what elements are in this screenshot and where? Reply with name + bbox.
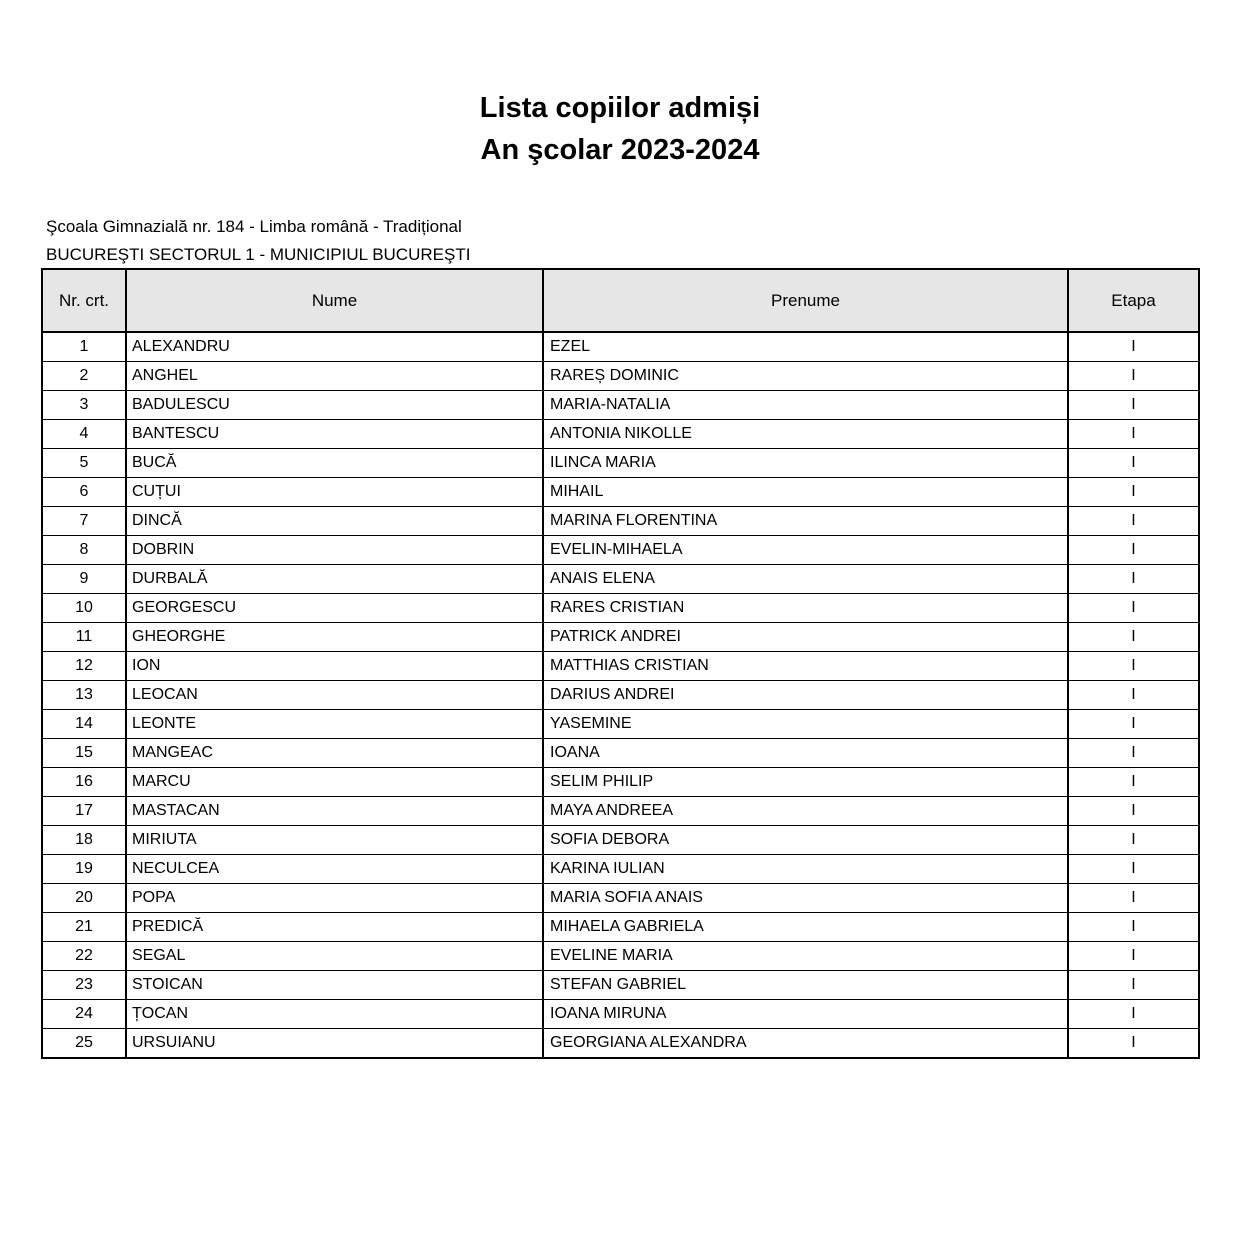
first-name-cell: IOANA MIRUNA bbox=[543, 1000, 1068, 1029]
last-name-cell: MARCU bbox=[126, 768, 543, 797]
stage-cell: I bbox=[1068, 710, 1199, 739]
first-name-cell: EZEL bbox=[543, 332, 1068, 362]
stage-cell: I bbox=[1068, 652, 1199, 681]
first-name-cell: RAREȘ DOMINIC bbox=[543, 362, 1068, 391]
last-name-cell: BADULESCU bbox=[126, 391, 543, 420]
stage-cell: I bbox=[1068, 449, 1199, 478]
table-row bbox=[42, 652, 1199, 681]
row-number-cell: 12 bbox=[42, 652, 126, 681]
column-header-nr: Nr. crt. bbox=[42, 269, 126, 332]
table-row bbox=[42, 855, 1199, 884]
last-name-cell: DINCĂ bbox=[126, 507, 543, 536]
table-row bbox=[42, 710, 1199, 739]
page-title: Lista copiilor admiși bbox=[479, 92, 761, 124]
row-number-cell: 18 bbox=[42, 826, 126, 855]
first-name-cell: STEFAN GABRIEL bbox=[543, 971, 1068, 1000]
table-row bbox=[42, 594, 1199, 623]
first-name-cell: GEORGIANA ALEXANDRA bbox=[543, 1029, 1068, 1059]
last-name-cell: LEONTE bbox=[126, 710, 543, 739]
table-row bbox=[42, 913, 1199, 942]
last-name-cell: BUCĂ bbox=[126, 449, 543, 478]
last-name-cell: ANGHEL bbox=[126, 362, 543, 391]
first-name-cell: EVELIN-MIHAELA bbox=[543, 536, 1068, 565]
last-name-cell: POPA bbox=[126, 884, 543, 913]
first-name-cell: IOANA bbox=[543, 739, 1068, 768]
table-row bbox=[42, 739, 1199, 768]
column-header-nume: Nume bbox=[126, 269, 543, 332]
last-name-cell: PREDICĂ bbox=[126, 913, 543, 942]
row-number-cell: 10 bbox=[42, 594, 126, 623]
first-name-cell: MARIA-NATALIA bbox=[543, 391, 1068, 420]
last-name-cell: NECULCEA bbox=[126, 855, 543, 884]
row-number-cell: 7 bbox=[42, 507, 126, 536]
first-name-cell: SOFIA DEBORA bbox=[543, 826, 1068, 855]
first-name-cell: MATTHIAS CRISTIAN bbox=[543, 652, 1068, 681]
table-row bbox=[42, 536, 1199, 565]
stage-cell: I bbox=[1068, 942, 1199, 971]
last-name-cell: LEOCAN bbox=[126, 681, 543, 710]
location-line: BUCUREŞTI SECTORUL 1 - MUNICIPIUL BUCUREŞTI bbox=[46, 245, 471, 264]
row-number-cell: 9 bbox=[42, 565, 126, 594]
table-header-row bbox=[42, 269, 1199, 332]
first-name-cell: ILINCA MARIA bbox=[543, 449, 1068, 478]
last-name-cell: BANTESCU bbox=[126, 420, 543, 449]
last-name-cell: ALEXANDRU bbox=[126, 332, 543, 362]
last-name-cell: CUȚUI bbox=[126, 478, 543, 507]
row-number-cell: 24 bbox=[42, 1000, 126, 1029]
first-name-cell: ANTONIA NIKOLLE bbox=[543, 420, 1068, 449]
table-row bbox=[42, 681, 1199, 710]
row-number-cell: 1 bbox=[42, 332, 126, 362]
first-name-cell: SELIM PHILIP bbox=[543, 768, 1068, 797]
first-name-cell: MIHAELA GABRIELA bbox=[543, 913, 1068, 942]
school-year-title: An şcolar 2023-2024 bbox=[480, 134, 760, 166]
last-name-cell: GEORGESCU bbox=[126, 594, 543, 623]
row-number-cell: 21 bbox=[42, 913, 126, 942]
first-name-cell: YASEMINE bbox=[543, 710, 1068, 739]
column-header-prenume: Prenume bbox=[543, 269, 1068, 332]
stage-cell: I bbox=[1068, 507, 1199, 536]
first-name-cell: MAYA ANDREEA bbox=[543, 797, 1068, 826]
stage-cell: I bbox=[1068, 332, 1199, 362]
first-name-cell: KARINA IULIAN bbox=[543, 855, 1068, 884]
stage-cell: I bbox=[1068, 565, 1199, 594]
stage-cell: I bbox=[1068, 623, 1199, 652]
last-name-cell: GHEORGHE bbox=[126, 623, 543, 652]
table-row bbox=[42, 971, 1199, 1000]
stage-cell: I bbox=[1068, 855, 1199, 884]
first-name-cell: MARINA FLORENTINA bbox=[543, 507, 1068, 536]
stage-cell: I bbox=[1068, 362, 1199, 391]
stage-cell: I bbox=[1068, 536, 1199, 565]
row-number-cell: 4 bbox=[42, 420, 126, 449]
stage-cell: I bbox=[1068, 681, 1199, 710]
row-number-cell: 6 bbox=[42, 478, 126, 507]
row-number-cell: 25 bbox=[42, 1029, 126, 1059]
stage-cell: I bbox=[1068, 420, 1199, 449]
table-row bbox=[42, 942, 1199, 971]
table-body bbox=[42, 332, 1199, 1058]
row-number-cell: 14 bbox=[42, 710, 126, 739]
table-row bbox=[42, 884, 1199, 913]
first-name-cell: RARES CRISTIAN bbox=[543, 594, 1068, 623]
table-row bbox=[42, 1029, 1199, 1059]
last-name-cell: MIRIUTA bbox=[126, 826, 543, 855]
row-number-cell: 11 bbox=[42, 623, 126, 652]
stage-cell: I bbox=[1068, 797, 1199, 826]
last-name-cell: MANGEAC bbox=[126, 739, 543, 768]
stage-cell: I bbox=[1068, 391, 1199, 420]
table-row bbox=[42, 478, 1199, 507]
row-number-cell: 16 bbox=[42, 768, 126, 797]
row-number-cell: 23 bbox=[42, 971, 126, 1000]
table-row bbox=[42, 1000, 1199, 1029]
row-number-cell: 22 bbox=[42, 942, 126, 971]
first-name-cell: MARIA SOFIA ANAIS bbox=[543, 884, 1068, 913]
last-name-cell: URSUIANU bbox=[126, 1029, 543, 1059]
last-name-cell: ION bbox=[126, 652, 543, 681]
table-row bbox=[42, 507, 1199, 536]
table-row bbox=[42, 420, 1199, 449]
table-row bbox=[42, 623, 1199, 652]
table-row bbox=[42, 797, 1199, 826]
column-header-etapa: Etapa bbox=[1068, 269, 1199, 332]
row-number-cell: 17 bbox=[42, 797, 126, 826]
stage-cell: I bbox=[1068, 1000, 1199, 1029]
last-name-cell: DOBRIN bbox=[126, 536, 543, 565]
row-number-cell: 20 bbox=[42, 884, 126, 913]
stage-cell: I bbox=[1068, 478, 1199, 507]
last-name-cell: ȚOCAN bbox=[126, 1000, 543, 1029]
last-name-cell: STOICAN bbox=[126, 971, 543, 1000]
stage-cell: I bbox=[1068, 971, 1199, 1000]
school-name-line: Şcoala Gimnazială nr. 184 - Limba română - Tradițional bbox=[46, 217, 462, 236]
first-name-cell: EVELINE MARIA bbox=[543, 942, 1068, 971]
last-name-cell: DURBALĂ bbox=[126, 565, 543, 594]
stage-cell: I bbox=[1068, 768, 1199, 797]
table-row bbox=[42, 362, 1199, 391]
row-number-cell: 8 bbox=[42, 536, 126, 565]
row-number-cell: 19 bbox=[42, 855, 126, 884]
first-name-cell: ANAIS ELENA bbox=[543, 565, 1068, 594]
stage-cell: I bbox=[1068, 826, 1199, 855]
last-name-cell: SEGAL bbox=[126, 942, 543, 971]
row-number-cell: 3 bbox=[42, 391, 126, 420]
table-row bbox=[42, 826, 1199, 855]
table-row bbox=[42, 768, 1199, 797]
stage-cell: I bbox=[1068, 1029, 1199, 1059]
table-row bbox=[42, 449, 1199, 478]
row-number-cell: 15 bbox=[42, 739, 126, 768]
row-number-cell: 5 bbox=[42, 449, 126, 478]
stage-cell: I bbox=[1068, 913, 1199, 942]
table-row bbox=[42, 391, 1199, 420]
stage-cell: I bbox=[1068, 884, 1199, 913]
first-name-cell: MIHAIL bbox=[543, 478, 1068, 507]
table-row bbox=[42, 565, 1199, 594]
row-number-cell: 13 bbox=[42, 681, 126, 710]
last-name-cell: MASTACAN bbox=[126, 797, 543, 826]
stage-cell: I bbox=[1068, 739, 1199, 768]
admitted-children-table bbox=[41, 268, 1200, 1059]
row-number-cell: 2 bbox=[42, 362, 126, 391]
first-name-cell: DARIUS ANDREI bbox=[543, 681, 1068, 710]
first-name-cell: PATRICK ANDREI bbox=[543, 623, 1068, 652]
stage-cell: I bbox=[1068, 594, 1199, 623]
table-row bbox=[42, 332, 1199, 362]
